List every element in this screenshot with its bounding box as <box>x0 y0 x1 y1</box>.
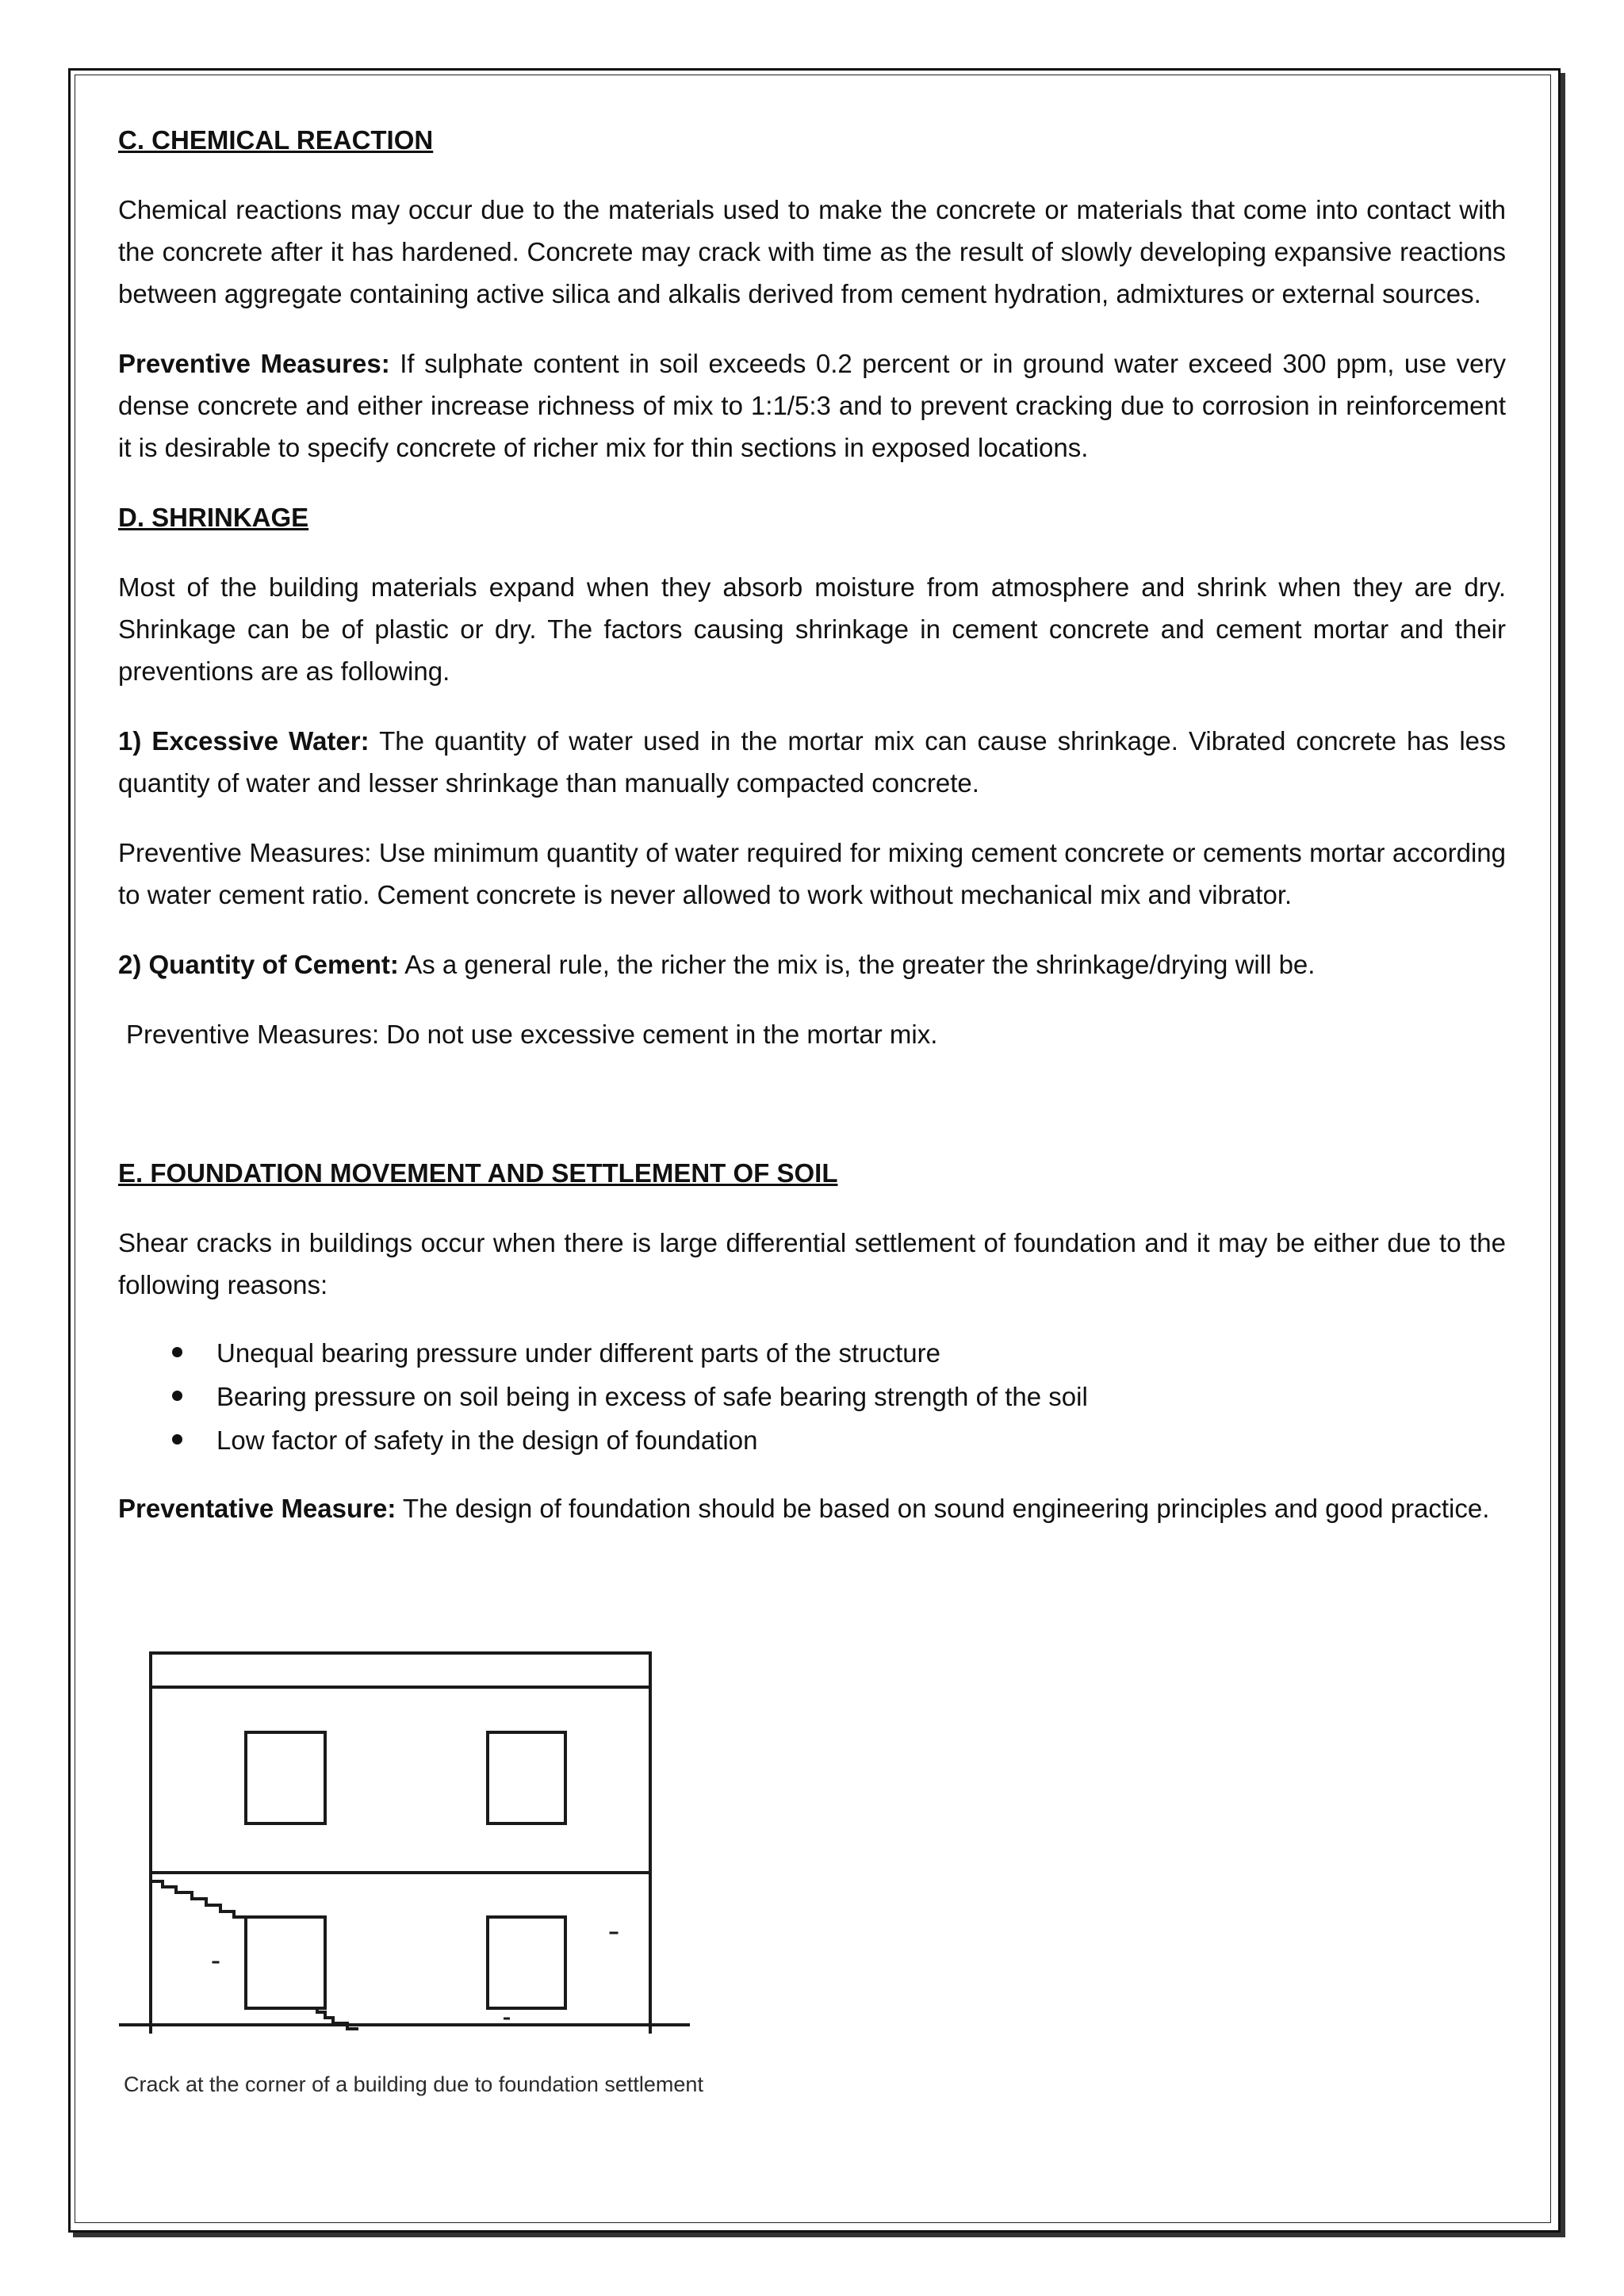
paragraph-chemical-reaction: Chemical reactions may occur due to the materials used to make the concrete or materials that come into contact with the concrete after it has hardened. Concrete may crack with time as the result of slowly developing expansive reactions between aggregate containing active silica and alkalis derived from cement hydration, admixtures or external sources. <box>118 195 1506 308</box>
ground-line-diagram <box>119 2014 722 2045</box>
item-excessive-water-label: 1) Excessive Water: <box>118 726 370 756</box>
item-excessive-water <box>118 720 1506 804</box>
item-quantity-of-cement-text: As a general rule, the richer the mix is, the greater the shrinkage/drying will be. <box>398 950 1316 979</box>
preventative-measure-text: The design of foundation should be based on sound engineering principles and good practice. <box>396 1494 1490 1523</box>
heading-shrinkage: D. SHRINKAGE <box>118 503 309 532</box>
bullet-icon <box>172 1434 182 1445</box>
bullet-icon <box>172 1391 182 1401</box>
preventive-measures-chemical <box>118 342 1506 469</box>
preventive-measures-label: Preventive Measures: <box>118 349 390 378</box>
preventative-measure-label: Preventative Measure: <box>118 1494 396 1523</box>
paragraph-foundation: Shear cracks in buildings occur when there is large differential settlement of foundation and it may be either due to the following reasons: <box>118 1228 1506 1299</box>
item-quantity-of-cement-label: 2) Quantity of Cement: <box>118 950 399 979</box>
item-quantity-of-cement <box>118 943 1506 985</box>
window-lower-left <box>246 1917 325 2008</box>
list-item: Unequal bearing pressure under different parts of the structure <box>216 1331 1506 1375</box>
window-lower-right <box>488 1917 565 2008</box>
building-crack-diagram <box>119 1645 722 2034</box>
preventative-measure-foundation <box>118 1487 1506 1529</box>
crack-upper <box>151 1881 246 1917</box>
list-item: Low factor of safety in the design of foundation <box>216 1418 1506 1462</box>
heading-chemical-reaction: C. CHEMICAL REACTION <box>118 125 434 155</box>
bullet-icon <box>172 1347 182 1357</box>
preventive-measures-text: If sulphate content in soil exceeds 0.2 percent or in ground water exceed 300 ppm, use very dense concrete and either increase richness of mix to 1:1/5:3 and to prevent cracking due to corrosion in reinforcement it is desirable to specify concrete of richer mix for thin sections in exposed locations. <box>118 349 1506 462</box>
preventive-measures-water: Preventive Measures: Use minimum quantity of water required for mixing cement concrete or cements mortar according to water cement ratio. Cement concrete is never allowed to work without mechanical mix and vibrator. <box>118 838 1506 909</box>
reasons-list <box>118 1331 1506 1462</box>
window-upper-right <box>488 1732 565 1823</box>
window-upper-left <box>246 1732 325 1823</box>
list-item: Bearing pressure on soil being in excess of safe bearing strength of the soil <box>216 1375 1506 1418</box>
figure-caption: Crack at the corner of a building due to foundation settlement <box>124 2072 703 2096</box>
item-excessive-water-text: The quantity of water used in the mortar mix can cause shrinkage. Vibrated concrete has less quantity of water and lesser shrinkage than manually compacted concrete. <box>118 726 1507 798</box>
document-body <box>118 119 1506 1529</box>
paragraph-shrinkage: Most of the building materials expand when they absorb moisture from atmosphere and shrink when they are dry. Shrinkage can be of plastic or dry. The factors causing shrinkage in cement concrete and cement mortar and their preventions are as following. <box>118 572 1506 686</box>
heading-foundation-movement: E. FOUNDATION MOVEMENT AND SETTLEMENT OF SOIL <box>118 1158 838 1188</box>
preventive-measures-cement: Preventive Measures: Do not use excessive cement in the mortar mix. <box>126 1020 938 1049</box>
